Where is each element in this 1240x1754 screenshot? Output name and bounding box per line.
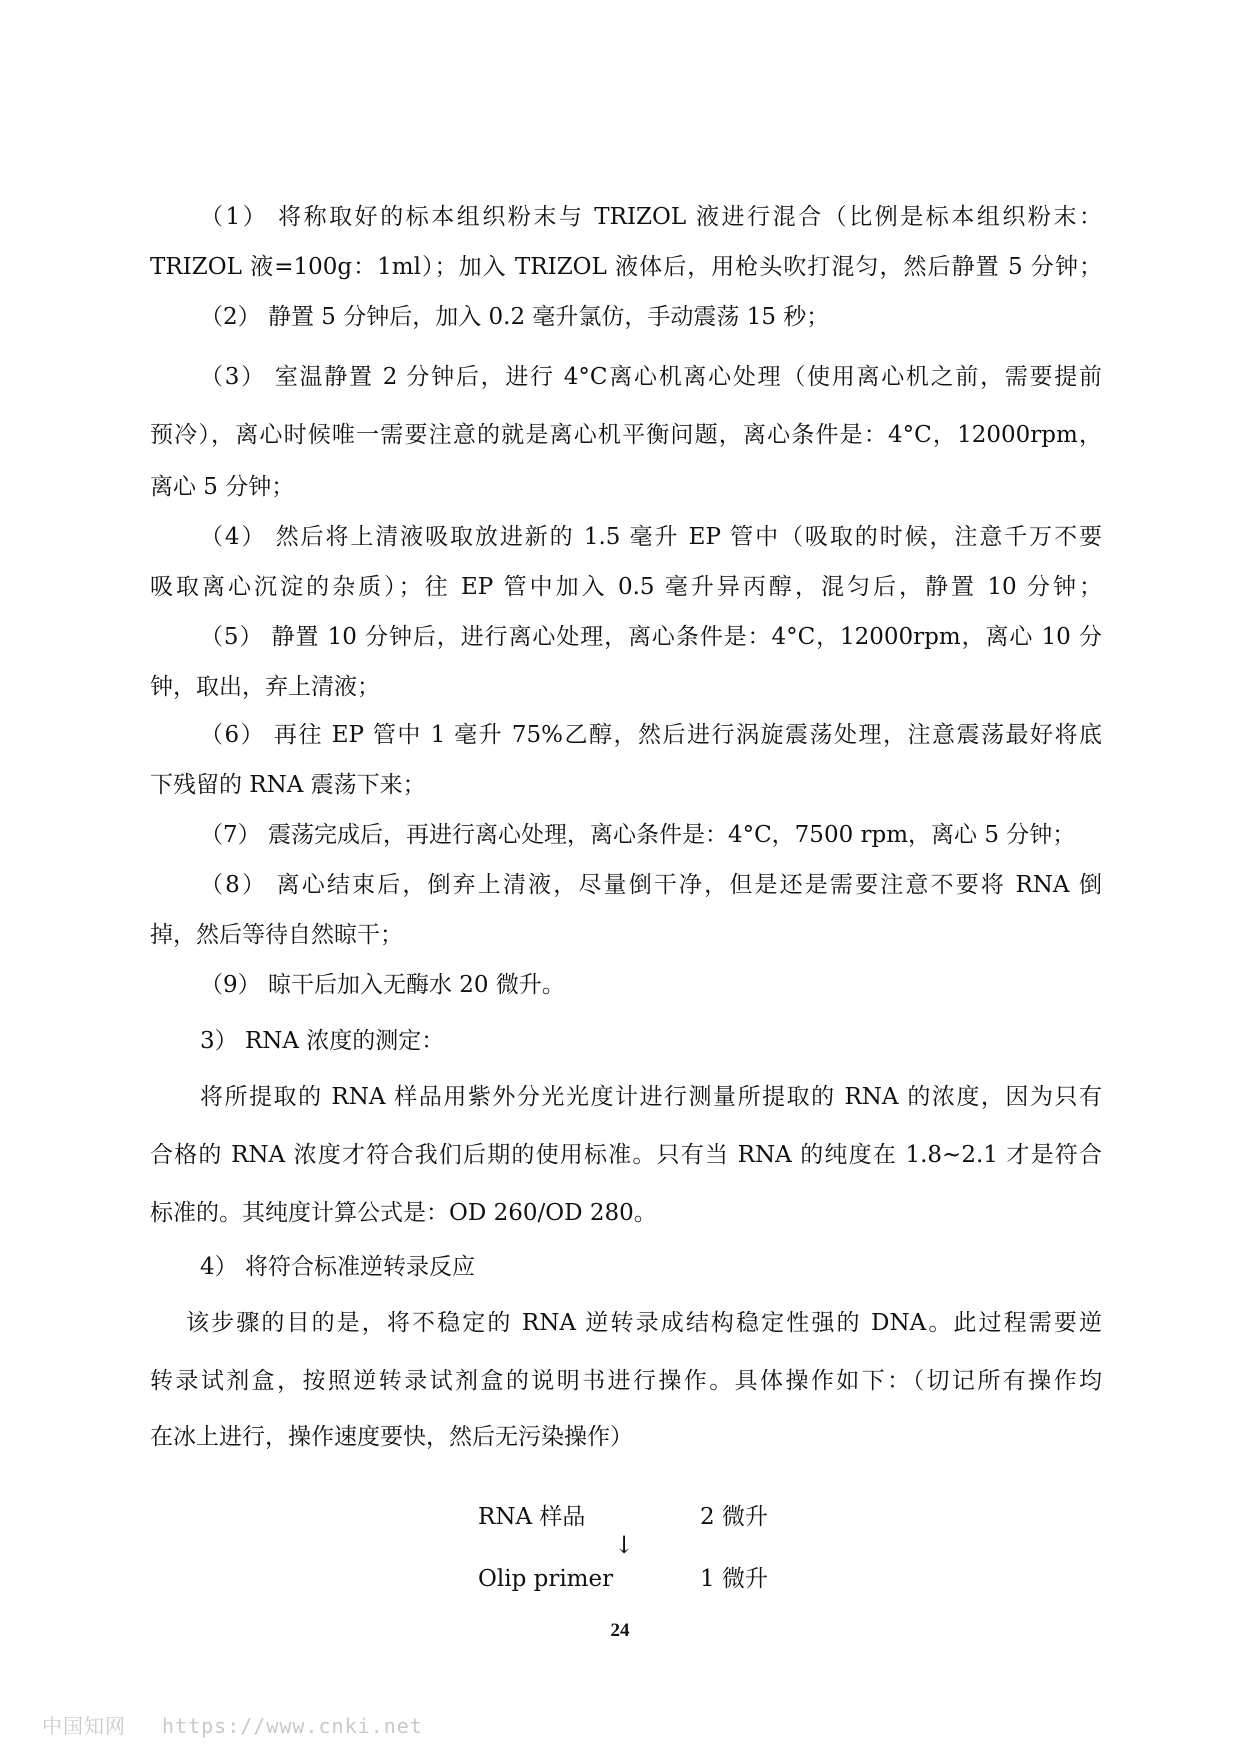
reagent-amount-2: 1 微升 <box>700 1566 768 1592</box>
watermark-footer <box>42 1710 459 1739</box>
step-5-line-1: （5） 静置 10 分钟后，进行离心处理，离心条件是：4°C，12000rpm，离心 10 分 <box>200 624 1102 650</box>
reagent-name-1: RNA 样品 <box>478 1504 586 1530</box>
reagent-amount-1: 2 微升 <box>700 1504 768 1530</box>
section-3-line-1: 将所提取的 RNA 样品用紫外分光光度计进行测量所提取的 RNA 的浓度，因为只有 <box>200 1084 1102 1110</box>
step-1-line-2: TRIZOL 液=100g：1ml）；加入 TRIZOL 液体后，用枪头吹打混匀，然后静置 5 分钟； <box>150 254 1102 280</box>
step-7-line-1: （7） 震荡完成后，再进行离心处理，离心条件是：4°C，7500 rpm，离心 5 分钟； <box>200 822 1076 848</box>
reagent-name-2: Olip primer <box>478 1566 614 1592</box>
step-8-line-2: 掉，然后等待自然晾干； <box>150 922 403 948</box>
section-3-line-2: 合格的 RNA 浓度才符合我们后期的使用标准。只有当 RNA 的纯度在 1.8~2.1 才是符合 <box>150 1142 1102 1168</box>
page-number: 24 <box>610 1620 630 1641</box>
step-4-line-2: 吸取离心沉淀的杂质）；往 EP 管中加入 0.5 毫升异丙醇，混匀后，静置 10 分钟； <box>150 574 1102 600</box>
watermark-site-name: 中国知网 <box>42 1714 126 1738</box>
section-4-line-3: 在冰上进行，操作速度要快，然后无污染操作） <box>150 1424 633 1450</box>
step-4-line-1: （4） 然后将上清液吸取放进新的 1.5 毫升 EP 管中（吸取的时候，注意千万不要 <box>200 524 1102 550</box>
step-6-line-1: （6） 再往 EP 管中 1 毫升 75%乙醇，然后进行涡旋震荡处理，注意震荡最好将底 <box>200 722 1102 748</box>
section-4-heading: 4） 将符合标准逆转录反应 <box>200 1254 475 1280</box>
step-3-line-1: （3） 室温静置 2 分钟后，进行 4°C离心机离心处理（使用离心机之前，需要提前 <box>200 364 1102 390</box>
step-9-line-1: （9） 晾干后加入无酶水 20 微升。 <box>200 972 565 998</box>
section-3-heading: 3） RNA 浓度的测定： <box>200 1028 445 1054</box>
step-6-line-2: 下残留的 RNA 震荡下来； <box>150 772 426 798</box>
down-arrow-icon: ↓ <box>614 1531 635 1559</box>
section-4-line-1: 该步骤的目的是，将不稳定的 RNA 逆转录成结构稳定性强的 DNA。此过程需要逆 <box>186 1310 1102 1336</box>
step-2-line-1: （2） 静置 5 分钟后，加入 0.2 毫升氯仿，手动震荡 15 秒； <box>200 304 830 330</box>
step-8-line-1: （8） 离心结束后，倒弃上清液，尽量倒干净，但是还是需要注意不要将 RNA 倒 <box>200 872 1102 898</box>
step-1-line-1: （1） 将称取好的标本组织粉末与 TRIZOL 液进行混合（比例是标本组织粉末： <box>200 204 1102 230</box>
section-4-line-2: 转录试剂盒，按照逆转录试剂盒的说明书进行操作。具体操作如下：（切记所有操作均 <box>150 1368 1102 1394</box>
step-5-line-2: 钟，取出，弃上清液； <box>150 674 380 700</box>
step-3-line-2: 预冷），离心时候唯一需要注意的就是离心机平衡问题，离心条件是：4°C，12000rpm， <box>150 422 1102 448</box>
section-3-line-3: 标准的。其纯度计算公式是：OD 260/OD 280。 <box>150 1200 657 1226</box>
step-3-line-3: 离心 5 分钟； <box>150 474 295 500</box>
watermark-url: https://www.cnki.net <box>162 1714 423 1738</box>
